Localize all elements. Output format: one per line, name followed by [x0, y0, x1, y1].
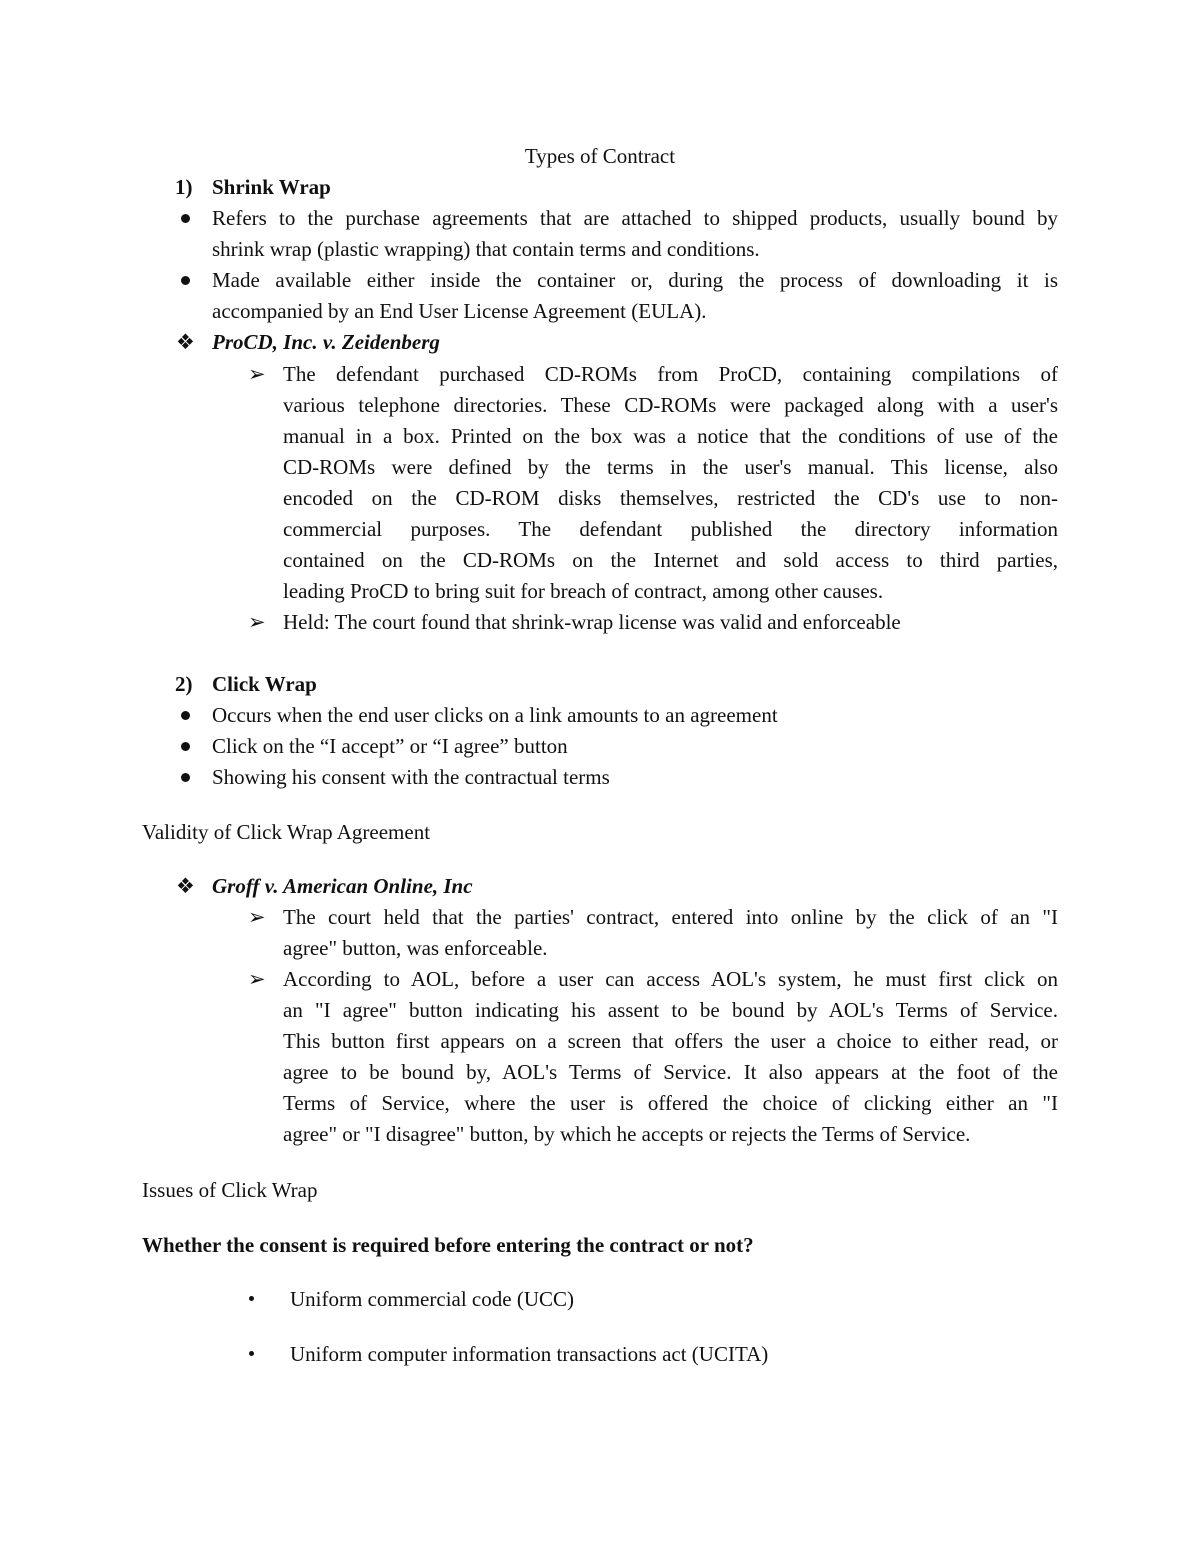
case-name: Groff v. American Online, Inc	[212, 874, 473, 898]
arrow-bullet-icon: ➢	[248, 905, 266, 929]
diamond-bullet-icon: ❖	[176, 330, 195, 354]
section-1-heading: Shrink Wrap	[212, 175, 331, 199]
bullet-dot	[181, 742, 190, 751]
bullet-text-line: Click on the “I accept” or “I agree” button	[212, 734, 568, 758]
bullet-dot	[181, 276, 190, 285]
case-point-line: contained on the CD-ROMs on the Internet and sold access to third parties,	[283, 548, 1058, 572]
arrow-bullet-icon: ➢	[248, 967, 266, 991]
case-point-line: The defendant purchased CD-ROMs from ProCD, containing compilations of	[283, 362, 1058, 386]
case-point-line: encoded on the CD-ROM disks themselves, restricted the CD's use to non-	[283, 486, 1058, 510]
case-point-line: Held: The court found that shrink-wrap license was valid and enforceable	[283, 610, 901, 634]
case-point-line: an "I agree" button indicating his assent to be bound by AOL's Terms of Service.	[283, 998, 1058, 1022]
act-item: Uniform computer information transactions act (UCITA)	[290, 1342, 769, 1366]
case-point-line: This button first appears on a screen that offers the user a choice to either read, or	[283, 1029, 1058, 1053]
diamond-bullet-icon: ❖	[176, 874, 195, 898]
case-point-line: commercial purposes. The defendant published the directory information	[283, 517, 1058, 541]
bullet-dot	[181, 214, 190, 223]
bullet-text-line: Showing his consent with the contractual terms	[212, 765, 610, 789]
section-2-number: 2)	[175, 672, 193, 696]
validity-heading: Validity of Click Wrap Agreement	[142, 820, 431, 844]
case-point-line: The court held that the parties' contract, entered into online by the click of an "I	[283, 905, 1058, 929]
act-item: Uniform commercial code (UCC)	[290, 1287, 574, 1311]
bullet-text-line: Refers to the purchase agreements that are attached to shipped products, usually bound by	[212, 206, 1058, 230]
bullet-dot	[249, 1351, 254, 1356]
case-point-line: agree to be bound by, AOL's Terms of Service. It also appears at the foot of the	[283, 1060, 1058, 1084]
issues-heading: Issues of Click Wrap	[142, 1178, 318, 1202]
case-point-line: agree" button, was enforceable.	[283, 936, 548, 960]
page-title: Types of Contract	[524, 144, 676, 168]
case-point-line: various telephone directories. These CD-ROMs were packaged along with a user's	[283, 393, 1058, 417]
case-point-line: manual in a box. Printed on the box was a notice that the conditions of use of the	[283, 424, 1058, 448]
bullet-text-line: shrink wrap (plastic wrapping) that contain terms and conditions.	[212, 237, 760, 261]
case-point-line: According to AOL, before a user can access AOL's system, he must first click on	[283, 967, 1058, 991]
case-name: ProCD, Inc. v. Zeidenberg	[212, 330, 440, 354]
bullet-text-line: Made available either inside the container or, during the process of downloading it is	[212, 268, 1058, 292]
section-2-heading: Click Wrap	[212, 672, 317, 696]
arrow-bullet-icon: ➢	[248, 610, 266, 634]
bullet-text-line: Occurs when the end user clicks on a link amounts to an agreement	[212, 703, 778, 727]
bullet-dot	[181, 773, 190, 782]
arrow-bullet-icon: ➢	[248, 362, 266, 386]
case-point-line: leading ProCD to bring suit for breach of contract, among other causes.	[283, 579, 884, 603]
bullet-text-line: accompanied by an End User License Agreement (EULA).	[212, 299, 707, 323]
case-point-line: CD-ROMs were defined by the terms in the user's manual. This license, also	[283, 455, 1058, 479]
issue-question: Whether the consent is required before entering the contract or not?	[142, 1233, 754, 1257]
bullet-dot	[249, 1296, 254, 1301]
section-1-number: 1)	[175, 175, 193, 199]
case-point-line: Terms of Service, where the user is offered the choice of clicking either an "I	[283, 1091, 1058, 1115]
case-point-line: agree" or "I disagree" button, by which he accepts or rejects the Terms of Service.	[283, 1122, 971, 1146]
bullet-dot	[181, 711, 190, 720]
